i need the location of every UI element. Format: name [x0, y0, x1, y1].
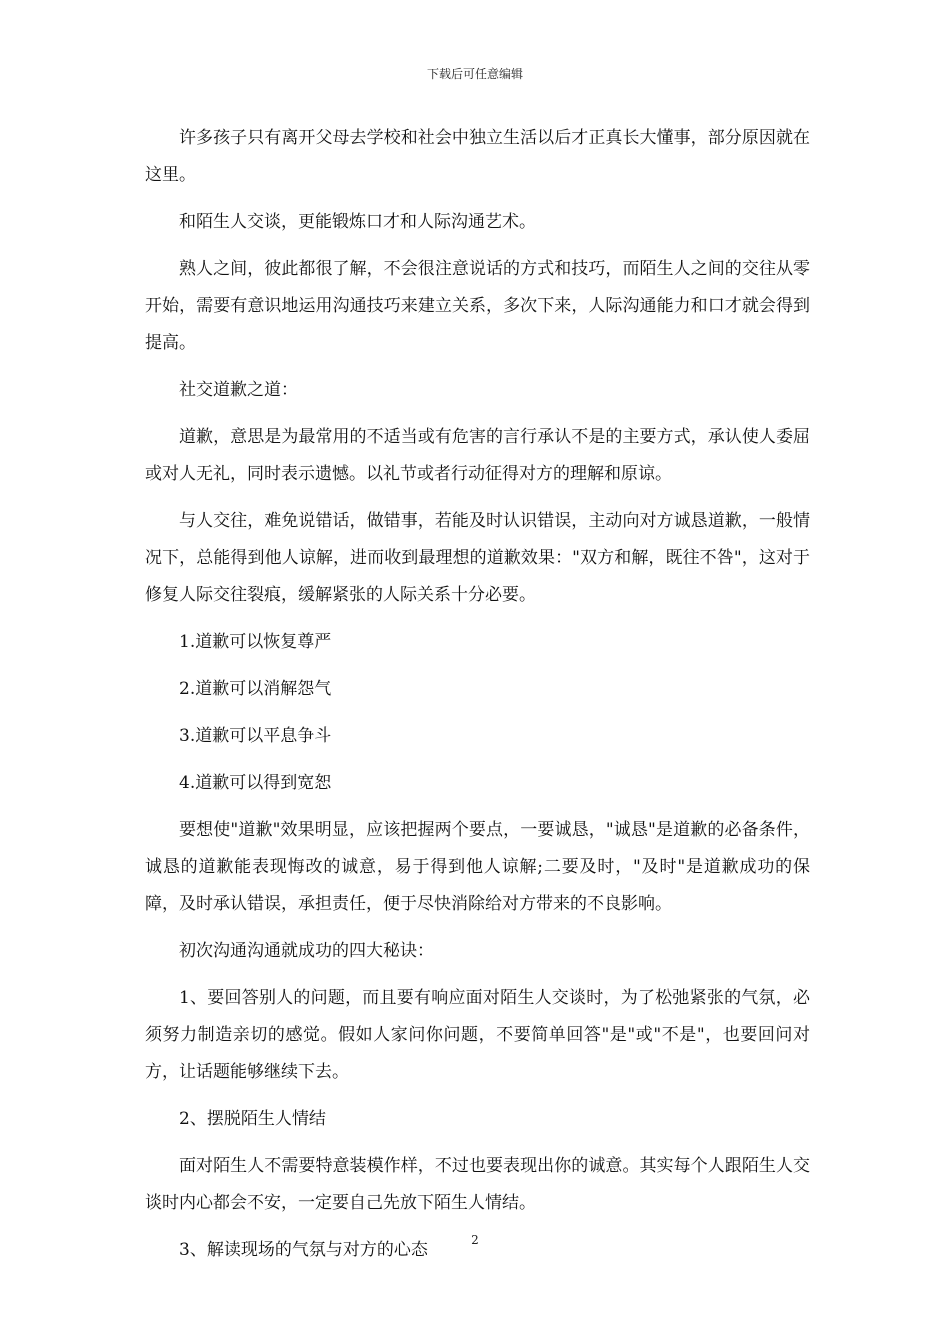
paragraph: 和陌生人交谈，更能锻炼口才和人际沟通艺术。 — [179, 212, 536, 232]
list-item: 3.道歉可以平息争斗 — [179, 726, 332, 746]
paragraph: 要想使"道歉"效果明显，应该把握两个要点，一要诚恳，"诚恳"是道歉的必备条件，诚恳的道歉能表现悔改的诚意，易于得到他人谅解;二要及时，"及时"是道歉成功的保障，及时承认错误，承担责任，便于尽快消除给对方带来的不良影响。 — [145, 820, 810, 914]
paragraph: 面对陌生人不需要特意装模作样，不过也要表现出你的诚意。其实每个人跟陌生人交谈时内心都会不安，一定要自己先放下陌生人情结。 — [145, 1156, 810, 1213]
list-item: 4.道歉可以得到宽恕 — [179, 773, 332, 793]
page-header: 下载后可任意编辑 — [426, 67, 523, 81]
paragraph: 许多孩子只有离开父母去学校和社会中独立生活以后才正真长大懂事，部分原因就在这里。 — [145, 128, 810, 185]
list-item: 2、摆脱陌生人情结 — [179, 1109, 326, 1129]
document-body — [145, 120, 810, 1279]
list-item: 3、解读现场的气氛与对方的心态 — [179, 1240, 428, 1260]
paragraph: 熟人之间，彼此都很了解，不会很注意说话的方式和技巧，而陌生人之间的交往从零开始，需要有意识地运用沟通技巧来建立关系，多次下来，人际沟通能力和口才就会得到提高。 — [145, 259, 810, 353]
paragraph: 1、要回答别人的问题，而且要有响应面对陌生人交谈时，为了松弛紧张的气氛，必须努力制造亲切的感觉。假如人家问你问题，不要简单回答"是"或"不是"，也要回问对方，让话题能够继续下去。 — [145, 988, 810, 1082]
section-heading: 社交道歉之道： — [179, 380, 298, 400]
list-item: 2.道歉可以消解怨气 — [179, 679, 332, 699]
list-item: 1.道歉可以恢复尊严 — [179, 632, 332, 652]
page-number: 2 — [471, 1233, 479, 1247]
section-heading: 初次沟通沟通就成功的四大秘诀： — [179, 941, 434, 961]
paragraph: 道歉，意思是为最常用的不适当或有危害的言行承认不是的主要方式，承认使人委屈或对人无礼，同时表示遗憾。以礼节或者行动征得对方的理解和原谅。 — [145, 427, 810, 484]
paragraph: 与人交往，难免说错话，做错事，若能及时认识错误，主动向对方诚恳道歉，一般情况下，总能得到他人谅解，进而收到最理想的道歉效果："双方和解，既往不咎"，这对于修复人际交往裂痕，缓解紧张的人际关系十分必要。 — [145, 511, 810, 605]
